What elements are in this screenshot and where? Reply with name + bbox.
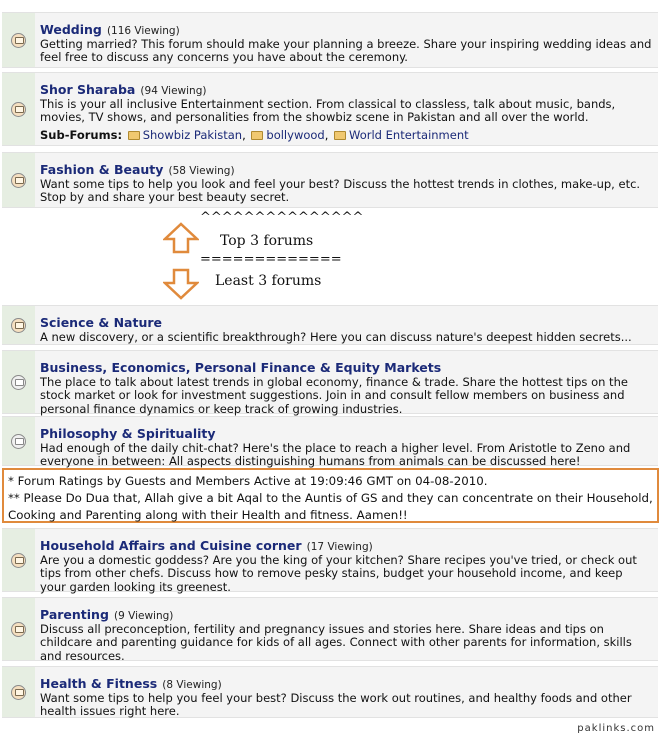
subforum-link[interactable]: World Entertainment (349, 127, 469, 142)
folder-icon (334, 131, 346, 140)
forum-row-health-fitness (2, 666, 658, 718)
subforums-list: Sub-Forums: Showbiz Pakistan, bollywood, World Entertainment (40, 127, 469, 142)
forum-status-icon (11, 375, 26, 390)
least-forums-label: Least 3 forums (215, 273, 322, 289)
forum-row-wedding (2, 12, 658, 68)
forum-title-link[interactable]: Shor Sharaba (40, 82, 136, 97)
folder-icon (251, 131, 263, 140)
viewing-count: (116 Viewing) (106, 25, 180, 37)
forum-row-business (2, 350, 658, 414)
forum-row-parenting (2, 597, 658, 661)
ratings-note-box (2, 468, 659, 523)
forum-description: This is your all inclusive Entertainment section. From classical to classless, talk about music, bands, movies, TV shows, and personalities from the showbiz scene in Pakistan and all over the world. (40, 97, 616, 125)
forum-row-philosophy (2, 416, 658, 469)
forum-status-icon (11, 553, 26, 568)
top-forums-label: Top 3 forums (220, 233, 314, 249)
viewing-count: (17 Viewing) (306, 541, 373, 553)
ratings-note-line: * Forum Ratings by Guests and Members Active at 19:09:46 GMT on 04-08-2010. (8, 474, 488, 488)
forum-description: The place to talk about latest trends in global economy, finance & trade. Share the hottest tips on the stock market or look for investment suggestions. Join in and consult fellow members on business and personal finance dynamics or keep track of growing industries. (40, 375, 628, 416)
up-arrow-icon (163, 222, 199, 254)
forum-description: Discuss all preconception, fertility and pregnancy issues and stories here. Share ideas and tips on childcare and parenting guidance for kids of all ages. Connect with other parents for information, skills and resources. (40, 622, 632, 663)
forum-title-link[interactable]: Business, Economics, Personal Finance & Equity Markets (40, 360, 442, 375)
viewing-count: (94 Viewing) (140, 85, 207, 97)
dua-note-line: ** Please Do Dua that, Allah give a bit Aqal to the Auntis of GS and they can concentrate on their Household, Cooking and Parenting along with their Health and fitness. Aamen!! (8, 491, 653, 522)
subforum-link[interactable]: bollywood (266, 127, 325, 142)
forum-row-shor-sharaba (2, 72, 658, 146)
folder-icon (128, 131, 140, 140)
forum-row-science-nature (2, 305, 658, 345)
forum-status-icon (11, 318, 26, 333)
viewing-count: (58 Viewing) (168, 165, 235, 177)
subforum-link[interactable]: Showbiz Pakistan (142, 127, 243, 142)
forum-title-link[interactable]: Health & Fitness (40, 676, 158, 691)
viewing-count: (8 Viewing) (162, 679, 222, 691)
down-arrow-icon (163, 268, 199, 300)
forum-status-icon (11, 173, 26, 188)
viewing-count: (9 Viewing) (114, 610, 174, 622)
forum-status-icon (11, 434, 26, 449)
forum-status-icon (11, 102, 26, 117)
watermark: paklinks.com (577, 723, 655, 734)
forum-description: Getting married? This forum should make your planning a breeze. Share your inspiring wedding ideas and feel free to discuss any concerns you have about the ceremony. (40, 37, 652, 65)
forum-title-link[interactable]: Science & Nature (40, 315, 162, 330)
forum-row-fashion-beauty (2, 152, 658, 208)
forum-title-link[interactable]: Philosophy & Spirituality (40, 426, 216, 441)
caret-line: ^^^^^^^^^^^^^^^ (200, 210, 364, 225)
subforums-label: Sub-Forums: (40, 127, 123, 142)
forum-title-link[interactable]: Fashion & Beauty (40, 162, 164, 177)
divider-line: ============= (200, 252, 342, 267)
forum-description: Had enough of the daily chit-chat? Here's the place to reach a higher level. From Aristotle to Zeno and everyone in between: All aspects distinguishing humans from animals can be discussed here! (40, 441, 631, 469)
forum-description: Want some tips to help you feel your best? Discuss the work out routines, and healthy foods and other health issues right here. (40, 691, 632, 719)
forum-description: A new discovery, or a scientific breakthrough? Here you can discuss nature's deepest hidden secrets... (40, 330, 632, 344)
forum-title-link[interactable]: Parenting (40, 607, 109, 622)
forum-status-icon (11, 33, 26, 48)
forum-status-icon (11, 685, 26, 700)
forum-description: Want some tips to help you look and feel your best? Discuss the hottest trends in clothes, make-up, etc. Stop by and share your best beauty secret. (40, 177, 641, 205)
forum-title-link[interactable]: Wedding (40, 22, 102, 37)
forum-title-link[interactable]: Household Affairs and Cuisine corner (40, 538, 302, 553)
forum-row-household (2, 528, 658, 592)
forum-status-icon (11, 622, 26, 637)
forum-description: Are you a domestic goddess? Are you the king of your kitchen? Share recipes you've tried, or check out tips from other chefs. Discuss how to remove pesky stains, budget your household income, and keep your garden looking its greenest. (40, 553, 637, 594)
